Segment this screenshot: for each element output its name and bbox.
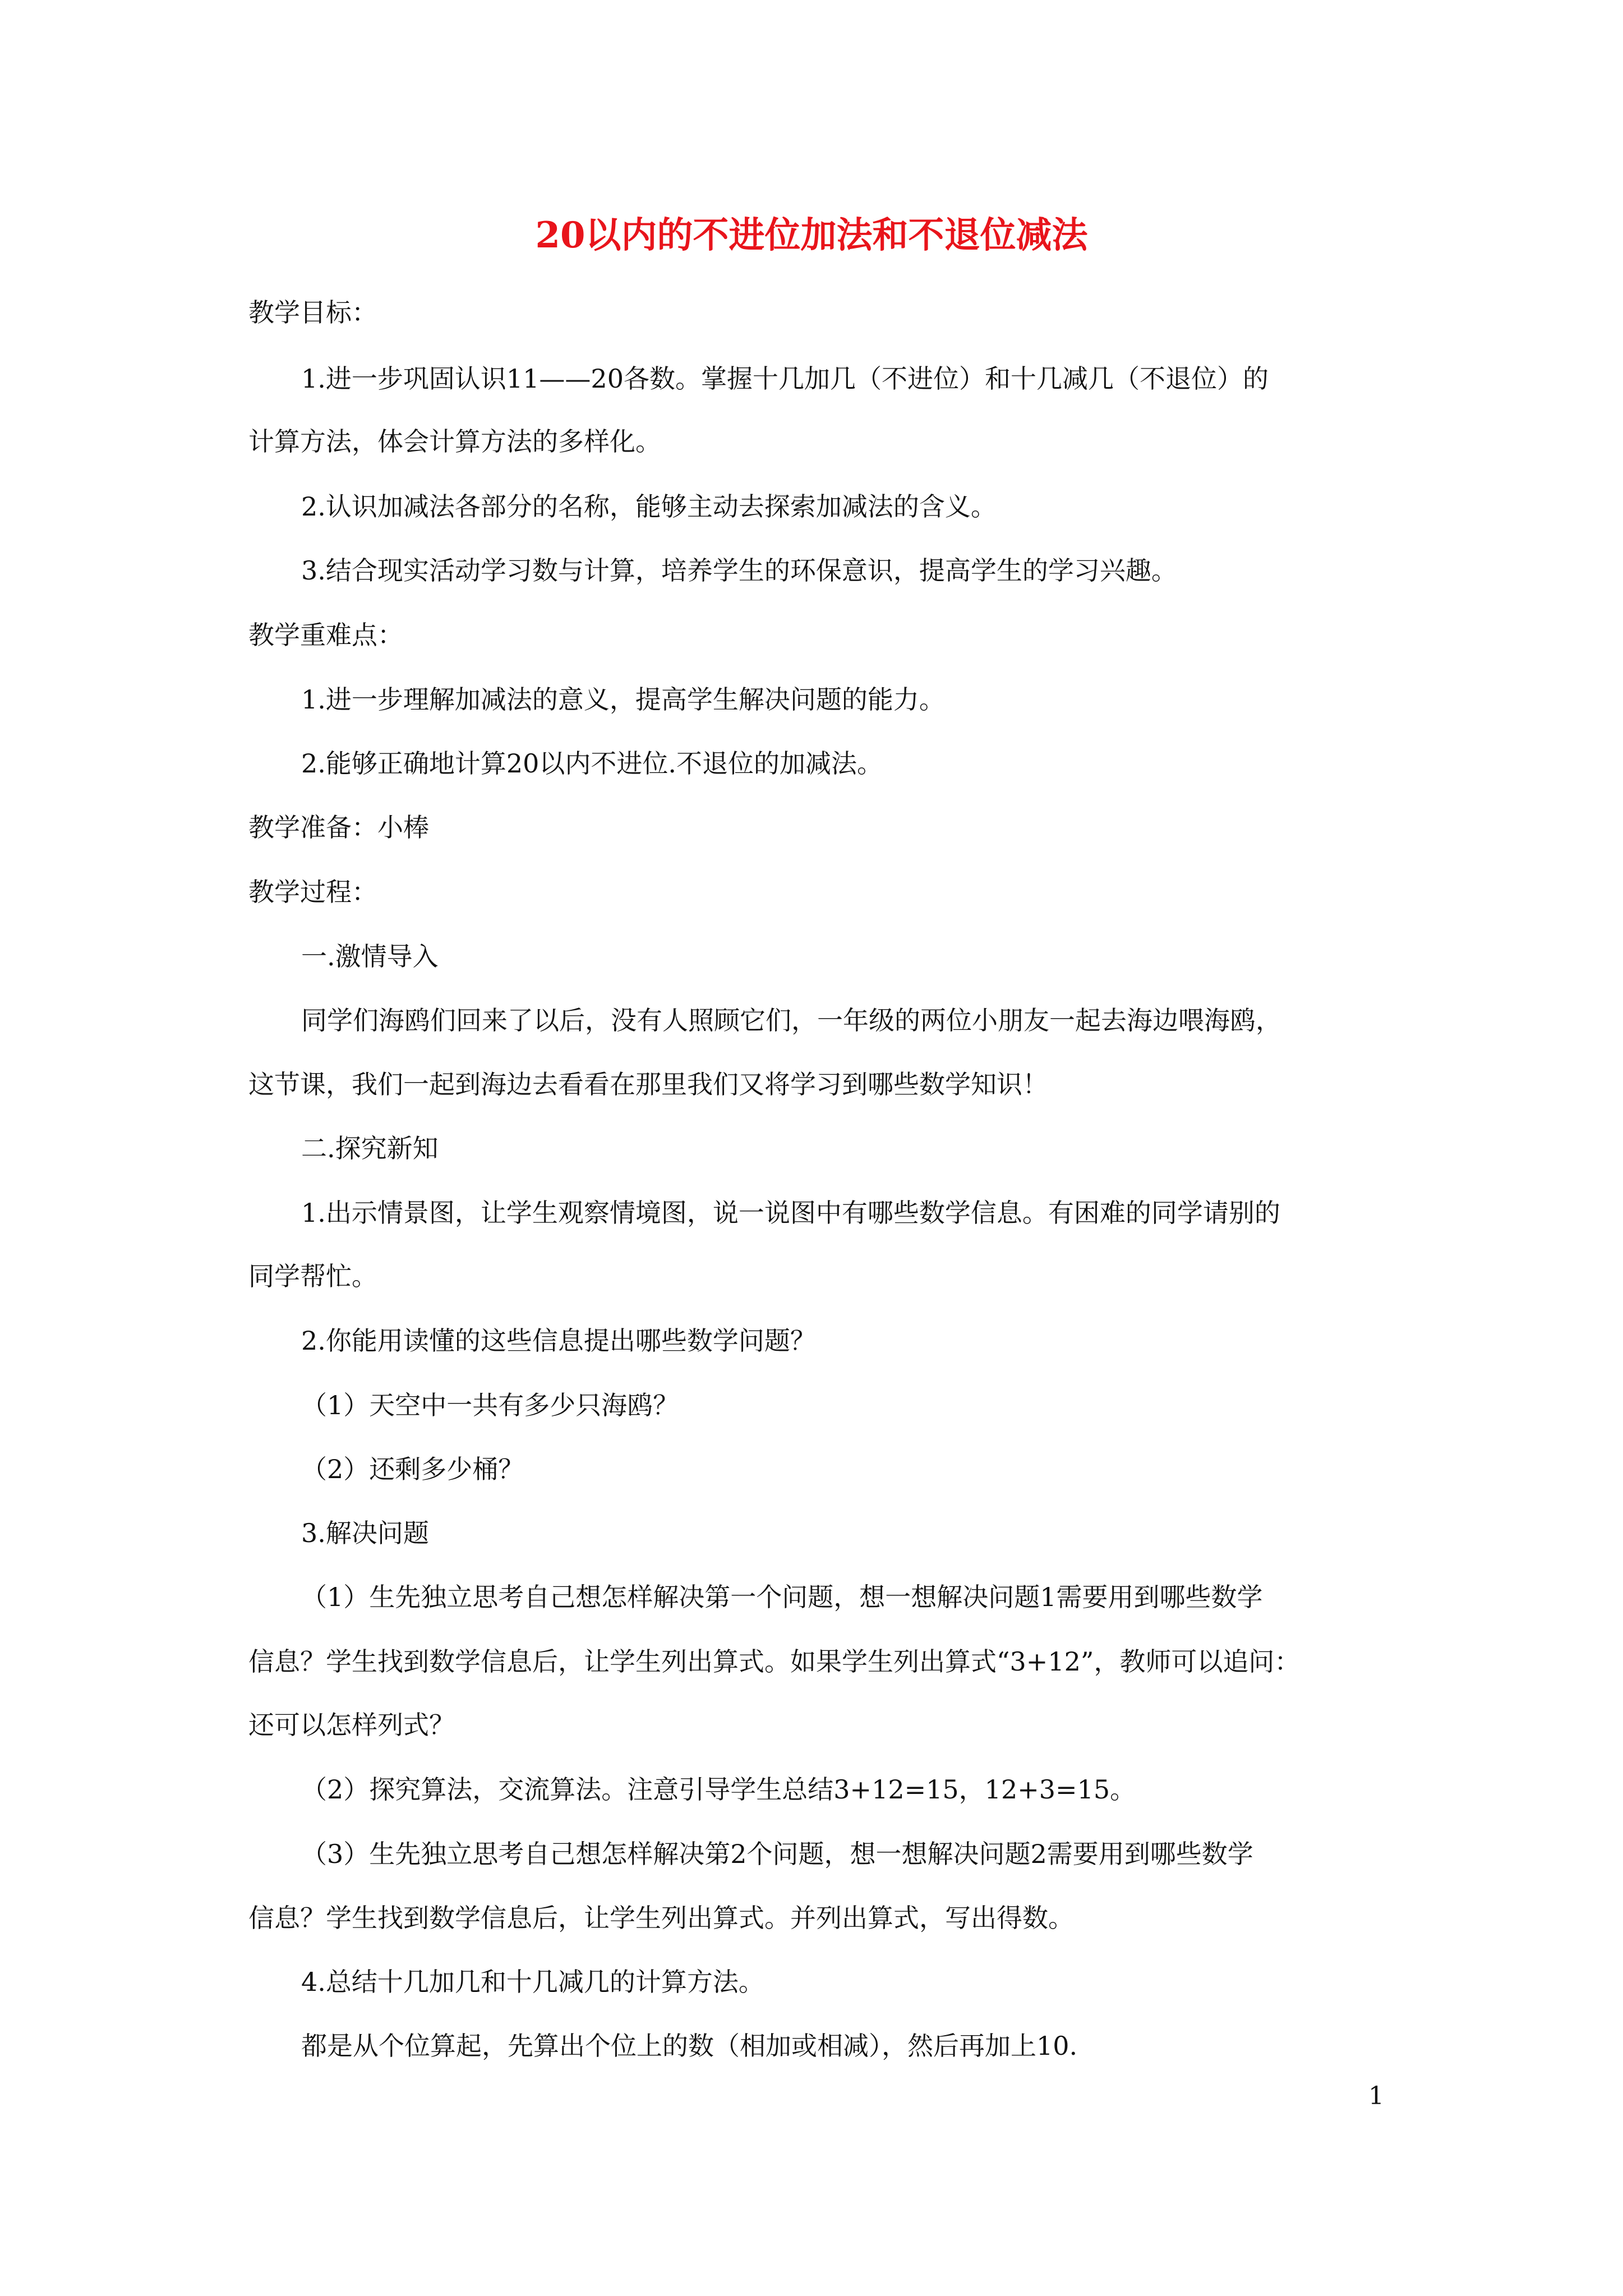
paragraph-line: 2.能够正确地计算20以内不进位.不退位的加减法。 [301, 748, 883, 779]
paragraph-line: 都是从个位算起，先算出个位上的数（相加或相减），然后再加上10. [301, 2031, 1078, 2061]
list-item: （2）还剩多少桶？ [301, 1454, 524, 1484]
paragraph-line: （1）生先独立思考自己想怎样解决第一个问题，想一想解决问题1需要用到哪些数学 [301, 1582, 1263, 1612]
paragraph-line: 同学帮忙。 [248, 1261, 377, 1291]
section-heading-key-points: 教学重难点： [248, 620, 403, 650]
paragraph-line: 这节课，我们一起到海边去看看在那里我们又将学习到哪些数学知识！ [248, 1069, 1048, 1099]
section-heading-objectives: 教学目标： [248, 297, 377, 328]
page-number: 1 [1368, 2082, 1384, 2110]
paragraph-line: 2.认识加减法各部分的名称，能够主动去探索加减法的含义。 [301, 491, 997, 522]
paragraph-line: 1.出示情景图，让学生观察情境图，说一说图中有哪些数学信息。有困难的同学请别的 [301, 1198, 1280, 1228]
paragraph-line: 1.进一步理解加减法的意义，提高学生解决问题的能力。 [301, 684, 945, 715]
subsection-heading: 二.探究新知 [301, 1133, 439, 1163]
paragraph-line: 同学们海鸥们回来了以后，没有人照顾它们，一年级的两位小朋友一起去海边喂海鸥， [301, 1005, 1281, 1036]
paragraph-line: 信息？学生找到数学信息后，让学生列出算式。如果学生列出算式“3+12”，教师可以追问： [248, 1646, 1301, 1677]
paragraph-line: 3.解决问题 [301, 1518, 429, 1548]
paragraph-line: 3.结合现实活动学习数与计算，培养学生的环保意识，提高学生的学习兴趣。 [301, 555, 1177, 586]
paragraph-line: 1.进一步巩固认识11——20各数。掌握十几加几（不进位）和十几减几（不退位）的 [301, 364, 1269, 394]
section-heading-preparation: 教学准备：小棒 [248, 812, 429, 843]
subsection-heading: 一.激情导入 [301, 941, 439, 972]
paragraph-line: 2.你能用读懂的这些信息提出哪些数学问题？ [301, 1326, 816, 1356]
paragraph-line: 4.总结十几加几和十几减几的计算方法。 [301, 1967, 764, 1997]
list-item: （1）天空中一共有多少只海鸥？ [301, 1390, 679, 1420]
paragraph-line: （2）探究算法，交流算法。注意引导学生总结3+12=15，12+3=15。 [301, 1774, 1136, 1805]
paragraph-line: 还可以怎样列式？ [248, 1710, 455, 1740]
paragraph-line: （3）生先独立思考自己想怎样解决第2个问题，想一想解决问题2需要用到哪些数学 [301, 1839, 1253, 1869]
section-heading-process: 教学过程： [248, 877, 377, 907]
document-title: 20以内的不进位加法和不退位减法 [535, 214, 1088, 256]
paragraph-line: 计算方法，体会计算方法的多样化。 [248, 426, 661, 457]
paragraph-line: 信息？学生找到数学信息后，让学生列出算式。并列出算式，写出得数。 [248, 1903, 1074, 1933]
